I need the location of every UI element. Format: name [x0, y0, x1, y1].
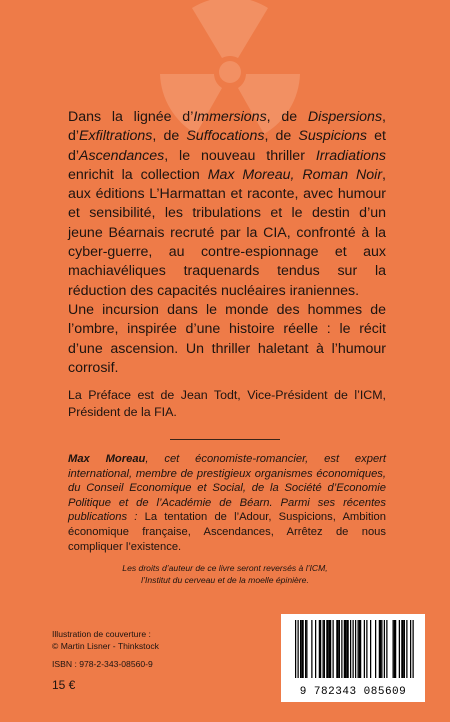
- barcode-bar: [346, 620, 347, 678]
- barcode-bar: [360, 620, 361, 678]
- isbn-text: ISBN : 978-2-343-08560-9: [52, 659, 153, 669]
- barcode-bar: [401, 620, 402, 678]
- barcode-bar: [395, 620, 396, 678]
- barcode-bar: [353, 620, 354, 678]
- barcode-bar: [386, 620, 387, 678]
- barcode-bar: [375, 620, 376, 678]
- cover-credits: Illustration de couverture : © Martin Lisner - Thinkstock: [52, 629, 159, 651]
- barcode: [281, 614, 425, 702]
- barcode-bar: [366, 620, 367, 678]
- barcode-bar: [306, 620, 307, 678]
- barcode-bar: [330, 620, 331, 678]
- summary-paragraph-2: Une incursion dans le monde des hommes de l’ombre, inspirée d’une histoire réelle : le récit d’une ascension. Un thriller haletant à l’humour corrosif.: [68, 301, 386, 376]
- summary-paragraph-1: Dans la lignée d’Immersions, de Dispersions, d’Exfiltrations, de Suffocations, de Suspicions et d’Ascendances, le nouveau thriller Irradiations enrichit la collection Max Moreau, Roman Noir, aux éditions L’Harmattan et raconte, avec humour et sensibilité, les tribulations et le destin d’un jeune Béarnais recruté par la CIA, confronté à la cyber-guerre, au contre-espionnage et aux machiavéliques traquenards tendus sur la réduction des capacités nucléaires iraniennes.: [68, 109, 386, 299]
- barcode-bar: [359, 620, 360, 678]
- barcode-bar: [339, 620, 340, 678]
- barcode-bar: [350, 620, 351, 678]
- barcode-bar: [338, 620, 339, 678]
- barcode-bar: [364, 620, 365, 678]
- barcode-bar: [358, 620, 359, 678]
- barcode-bar: [303, 620, 304, 678]
- barcode-bar: [319, 620, 320, 678]
- barcode-bar: [320, 620, 321, 678]
- barcode-bar: [311, 620, 312, 678]
- barcode-bar: [328, 620, 329, 678]
- price-text: 15 €: [52, 678, 76, 692]
- barcode-bar: [393, 620, 394, 678]
- barcode-bar: [370, 620, 371, 678]
- barcode-bar: [413, 620, 414, 678]
- barcode-bar: [324, 620, 325, 678]
- barcode-bar: [379, 620, 380, 678]
- royalties-note: Les droits d’auteur de ce livre seront reversés à l’ICM, l’Institut du cerveau et de la moelle épinière.: [122, 563, 328, 585]
- barcode-bar: [394, 620, 395, 678]
- author-bio: Max Moreau, cet économiste-romancier, est expert international, membre de prestigieux organismes économiques, du Conseil Economique et Social, de la Société d’Economie Politique et de l’Académie de Béarn. Parmi ses récentes publications : La tentation de l’Adour, Suspicions, Ambition économique française, Ascendances, Arrêtez de nous compliquer l’existence.: [68, 453, 387, 553]
- barcode-bar: [305, 620, 306, 678]
- barcode-bar: [399, 620, 400, 678]
- barcode-bar: [326, 620, 327, 678]
- barcode-bar: [301, 620, 302, 678]
- barcode-bar: [384, 620, 385, 678]
- barcode-bar: [298, 620, 299, 678]
- barcode-bar: [348, 620, 349, 678]
- barcode-bar: [300, 620, 301, 678]
- preface-note: La Préface est de Jean Todt, Vice-Président de l’ICM, Président de la FIA.: [68, 388, 386, 419]
- barcode-bar: [341, 620, 342, 678]
- barcode-bar: [295, 620, 296, 678]
- section-divider: [170, 439, 280, 440]
- barcode-bar: [355, 620, 356, 678]
- barcode-bar: [381, 620, 382, 678]
- barcode-bar: [410, 620, 411, 678]
- barcode-bar: [380, 620, 381, 678]
- barcode-bars: [281, 614, 425, 686]
- barcode-bar: [333, 620, 334, 678]
- barcode-bar: [323, 620, 324, 678]
- barcode-bar: [336, 620, 337, 678]
- barcode-bar: [345, 620, 346, 678]
- barcode-bar: [404, 620, 405, 678]
- barcode-bar: [406, 620, 407, 678]
- barcode-bar: [315, 620, 316, 678]
- barcode-bar: [329, 620, 330, 678]
- barcode-digits: 9 782343 085609: [299, 686, 407, 698]
- barcode-bar: [403, 620, 404, 678]
- author-name: Max Moreau: [68, 453, 146, 465]
- barcode-bar: [344, 620, 345, 678]
- summary-text: [68, 108, 386, 378]
